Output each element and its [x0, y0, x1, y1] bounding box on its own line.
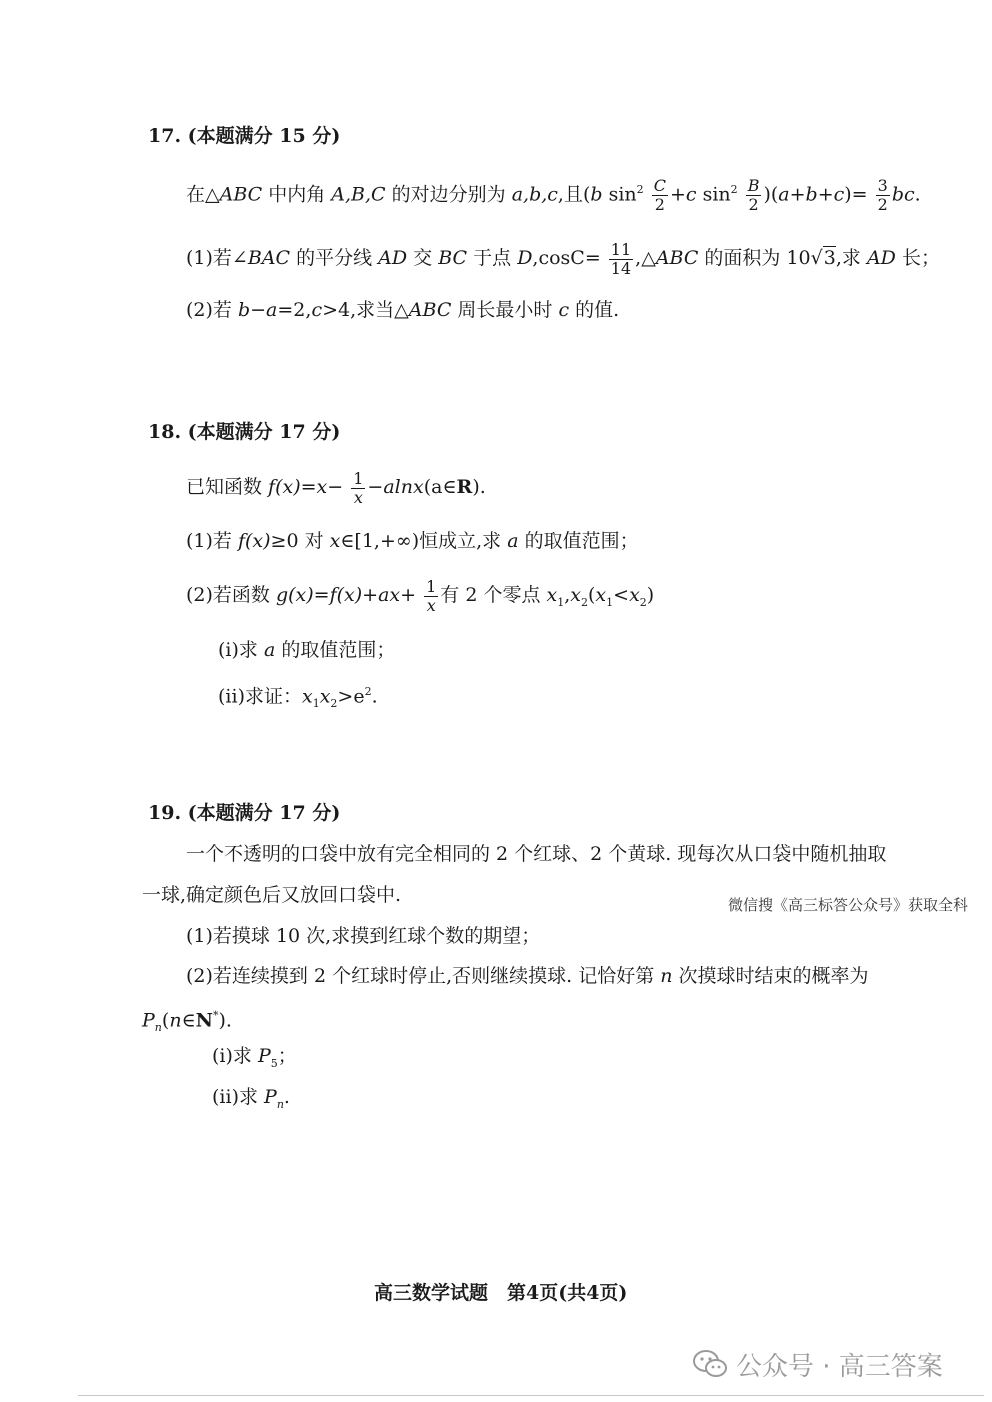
fraction-b-over-2: $\frac{B}{2}$: [747, 175, 760, 214]
account-watermark: [692, 1344, 943, 1384]
q19-part1: (1)若摸球 10 次,求摸到红球个数的期望；: [186, 925, 541, 947]
fraction-3-over-2: $\frac{3}{2}$: [877, 175, 888, 214]
bottom-divider: [78, 1395, 984, 1396]
q19-line1: 一个不透明的口袋中放有完全相同的 2 个红球、2 个黄球. 现每次从口袋中随机抽取: [186, 843, 887, 865]
inline-watermark-text: 微信搜《高三标答公众号》获取全科: [728, 896, 969, 914]
q18-part2-i: (i)求 a 的取值范围；: [218, 639, 396, 661]
q19-part2-ii: (ii)求 $P_n$.: [212, 1086, 290, 1111]
account-watermark-text: 公众号 · 高三答案: [736, 1351, 943, 1382]
q19-part2: (2)若连续摸到 2 个红球时停止,否则继续摸球. 记恰好第 n 次摸球时结束的概率为: [186, 965, 869, 987]
q19-header: 19. (本题满分 17 分): [148, 802, 341, 824]
q19-part2-cont: $P_n(n\in N^*)$.: [142, 1009, 232, 1035]
q18-part2-ii: (ii)求证：$x_1x_2>e^2$.: [218, 685, 378, 711]
q18-stem: 已知函数 f(x)=x− $\frac{1}{x}$ −alnx(a∈R).: [186, 468, 486, 507]
q19-part2-i: (i)求 $P_5$；: [212, 1045, 297, 1070]
q18-part2: (2)若函数 g(x)=f(x)+ax+ $\frac{1}{x}$ 有 2 个零点 $x_1,x_2(x_1<x_2)$: [186, 576, 655, 615]
sqrt-sign: √: [810, 247, 823, 269]
fraction-1-over-x: $\frac{1}{x}$: [353, 468, 364, 507]
q17-header: 17. (本题满分 15 分): [148, 125, 341, 147]
q18-header: 18. (本题满分 17 分): [148, 421, 341, 443]
q19-line2: 一球,确定颜色后又放回口袋中.: [142, 884, 402, 906]
q18-part1: (1)若 f(x)≥0 对 x∈[1,+∞)恒成立,求 a 的取值范围；: [186, 530, 639, 552]
wechat-icon: [692, 1349, 728, 1379]
fraction-11-over-14: $\frac{11}{14}$: [610, 239, 632, 278]
fraction-1-over-x-2: $\frac{1}{x}$: [426, 576, 437, 615]
fraction-c-over-2: $\frac{C}{2}$: [653, 175, 666, 214]
page-footer-label: 高三数学试题 第4页(共4页): [374, 1282, 628, 1304]
q17-part1: (1)若∠BAC 的平分线 AD 交 BC 于点 D,cosC= $\frac{11}{14}$ ,△ABC 的面积为 10√3,求 AD 长；: [186, 239, 940, 278]
q17-stem: 在△ABC 中内角 A,B,C 的对边分别为 a,b,c,且(b $\sin^2$ $\frac{C}{2}$ +c $\sin^2$ $\frac{B}{2}$ )(a+b+c)= $\frac{3}{2}$ bc.: [186, 175, 921, 214]
q17-part2: (2)若 b−a=2,c>4,求当△ABC 周长最小时 c 的值.: [186, 299, 620, 321]
